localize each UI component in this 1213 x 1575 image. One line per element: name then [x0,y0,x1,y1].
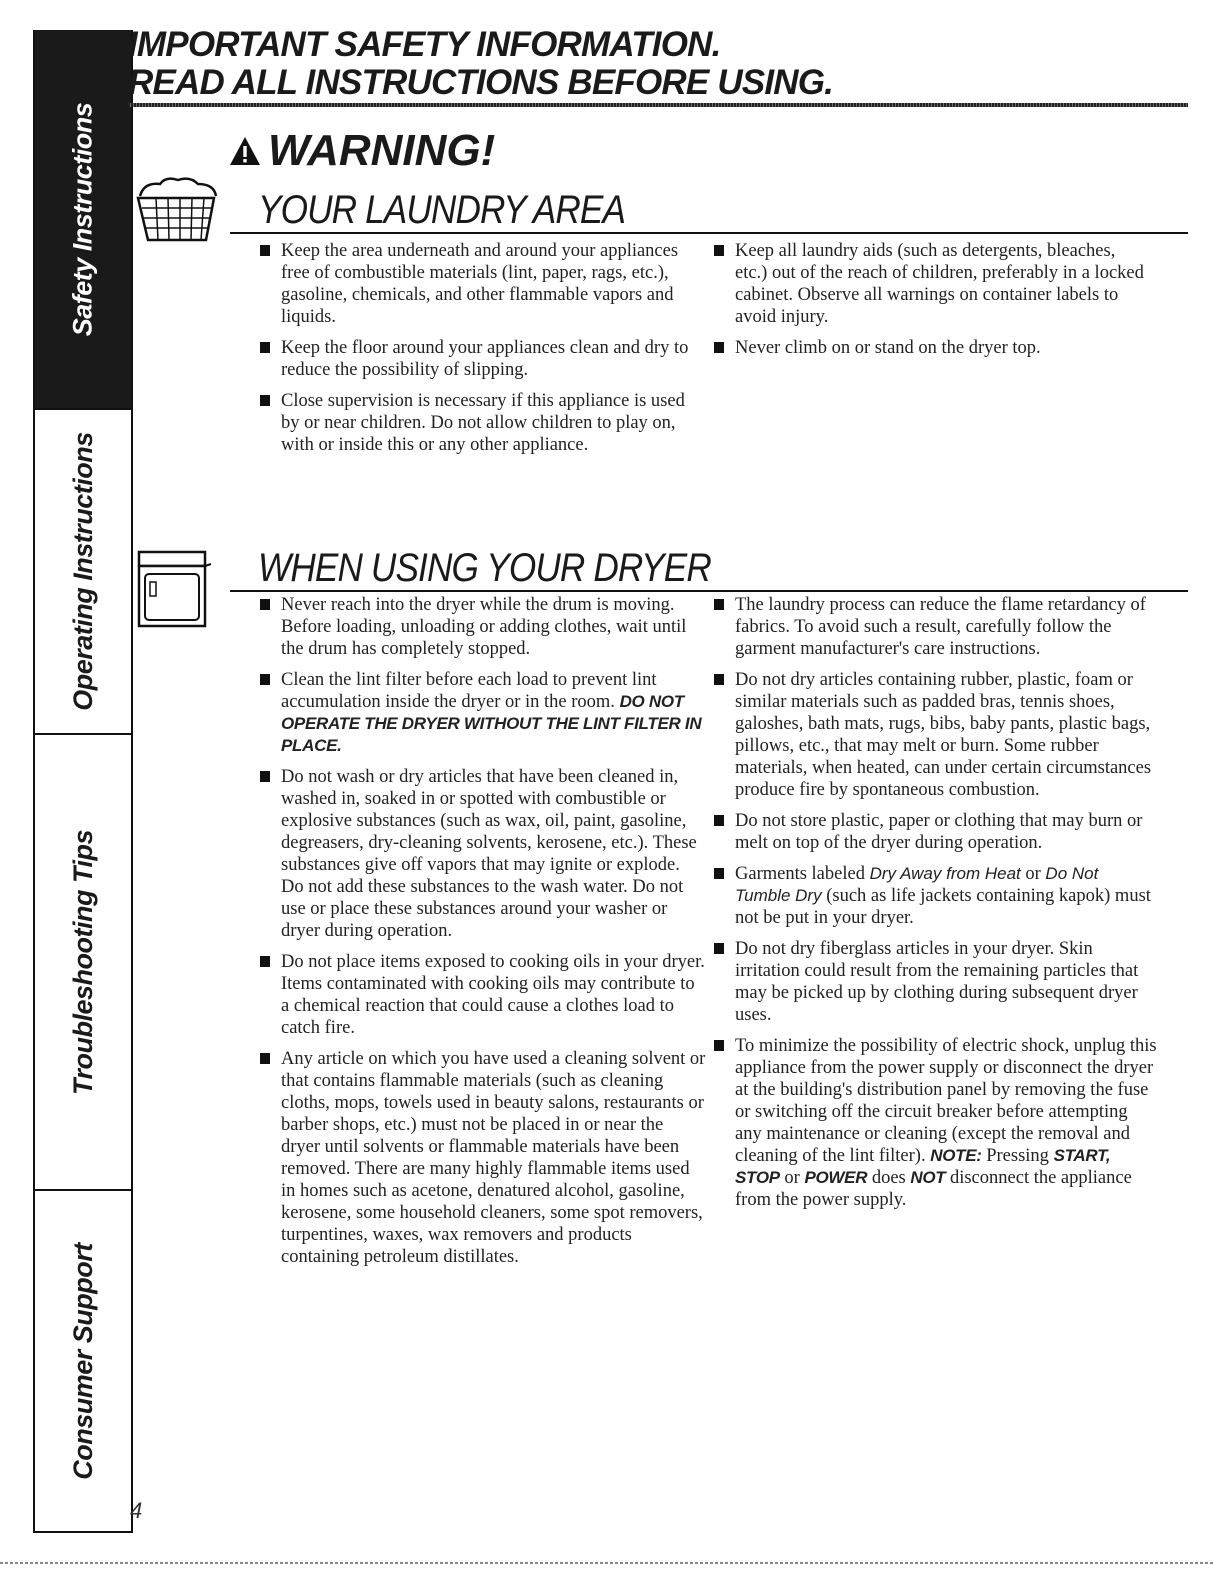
text: Pressing [981,1146,1054,1166]
laundry-area-title: YOUR LAUNDRY AREA [258,188,626,232]
text: Garments labeled [735,864,870,884]
button-name: START, STOP [735,1146,1111,1187]
sidebar-tabs [33,30,133,1533]
dryer-right-column [712,594,1158,1220]
dryer-left-column [258,594,706,1277]
list-item: Do not store plastic, paper or clothing that may burn or melt on top of the dryer during operation. [712,810,1158,854]
text: or [779,1168,805,1188]
tab-safety-instructions[interactable] [35,30,131,410]
tab-consumer-support[interactable] [35,1191,131,1531]
text: To minimize the possibility of electric shock, unplug this appliance from the power supply or disconnect the dryer at the building's distribution panel by removing the fuse or switching off the circuit breaker before attempting any maintenance or cleaning (except the removal and cleaning of the lint filter). [735,1036,1157,1166]
text: disconnect the appliance from the power supply. [735,1168,1132,1210]
list-item [258,669,706,757]
list-item: Do not wash or dry articles that have been cleaned in, washed in, soaked in or spotted with combustible or explosive substances (such as wax, oil, paint, gasoline, degreasers, dry-cleaning solvents, kerosene, etc.). These substances give off vapors that may ignite or explode. Do not add these substances to the wash water. Do not use or place these substances around your washer or dryer during operation. [258,766,706,942]
tab-label: Safety Instructions [67,102,98,336]
list-item: Never reach into the dryer while the drum is moving. Before loading, unloading or adding clothes, wait until the drum has completely stopped. [258,594,706,660]
tab-label: Operating Instructions [67,432,98,711]
laundry-area-rule [230,232,1188,234]
warning-banner [228,126,495,176]
button-name: POWER [804,1168,868,1187]
when-using-dryer-rule [230,590,1188,592]
label-text: Do Not Tumble Dry [735,864,1099,905]
list-item [712,1035,1158,1211]
list-item: Do not dry articles containing rubber, plastic, foam or similar materials such as padded bras, tennis shoes, galoshes, bath mats, rugs, bibs, baby pants, plastic bags, pillows, etc., that may melt or burn. Some rubber materials, when heated, can under certain circumstances produce fire by spontaneous combustion. [712,669,1158,801]
list-item: The laundry process can reduce the flame retardancy of fabrics. To avoid such a result, carefully follow the garment manufacturer's care instructions. [712,594,1158,660]
text: does [867,1168,911,1188]
laundry-right-column [712,240,1152,368]
warning-triangle-icon [228,134,262,168]
list-item: Any article on which you have used a cleaning solvent or that contains flammable materials (such as cleaning cloths, mops, towels used in beauty salons, restaurants or barber shops, etc.) must not be placed in or near the dryer until solvents or flammable materials have been removed. There are many highly flammable items used in homes such as acetone, denatured alcohol, gasoline, kerosene, some household cleaners, some spot removers, turpentines, waxes, wax removers and products containing petroleum distillates. [258,1048,706,1268]
label-text: Dry Away from Heat [869,864,1021,883]
list-item: Do not dry fiberglass articles in your dryer. Skin irritation could result from the remaining particles that may be picked up by clothing during subsequent dryer uses. [712,938,1158,1026]
text: Clean the lint filter before each load to prevent lint accumulation inside the dryer or in the room. [281,670,657,712]
tab-label: Troubleshooting Tips [67,829,98,1095]
list-item: Keep all laundry aids (such as detergents, bleaches, etc.) out of the reach of children, preferably in a locked cabinet. Observe all warnings on container labels to avoid injury. [712,240,1152,328]
list-item: Do not place items exposed to cooking oils in your dryer. Items contaminated with cooking oils may contribute to a chemical reaction that could cause a clothes load to catch fire. [258,951,706,1039]
when-using-dryer-title: WHEN USING YOUR DRYER [258,546,711,590]
list-item [712,863,1158,929]
emphasis: DO NOT OPERATE THE DRYER WITHOUT THE LINT FILTER IN PLACE. [281,692,702,755]
header-divider [128,103,1188,107]
tab-operating-instructions[interactable] [35,410,131,735]
list-item: Keep the floor around your appliances clean and dry to reduce the possibility of slipping. [258,337,706,381]
list-item: Never climb on or stand on the dryer top. [712,337,1152,359]
laundry-left-column [258,240,706,465]
text: (such as life jackets containing kapok) must not be put in your dryer. [735,886,1151,928]
tab-troubleshooting-tips[interactable] [35,735,131,1191]
note-label: NOTE: [930,1146,982,1165]
bottom-divider [0,1562,1213,1564]
page-number: 4 [130,1498,143,1523]
emphasis: NOT [910,1168,946,1187]
list-item: Close supervision is necessary if this appliance is used by or near children. Do not allow children to play on, with or inside this or any other appliance. [258,390,706,456]
text: or [1020,864,1046,884]
header-line-2: READ ALL INSTRUCTIONS BEFORE USING. [128,63,834,102]
dryer-icon [135,550,213,630]
page-header [128,26,1188,102]
warning-text: WARNING! [268,126,496,175]
laundry-basket-icon [130,176,222,246]
tab-label: Consumer Support [67,1242,98,1480]
list-item: Keep the area underneath and around your appliances free of combustible materials (lint, paper, rags, etc.), gasoline, chemicals, and other flammable vapors and liquids. [258,240,706,328]
header-line-1: IMPORTANT SAFETY INFORMATION. [128,25,721,64]
